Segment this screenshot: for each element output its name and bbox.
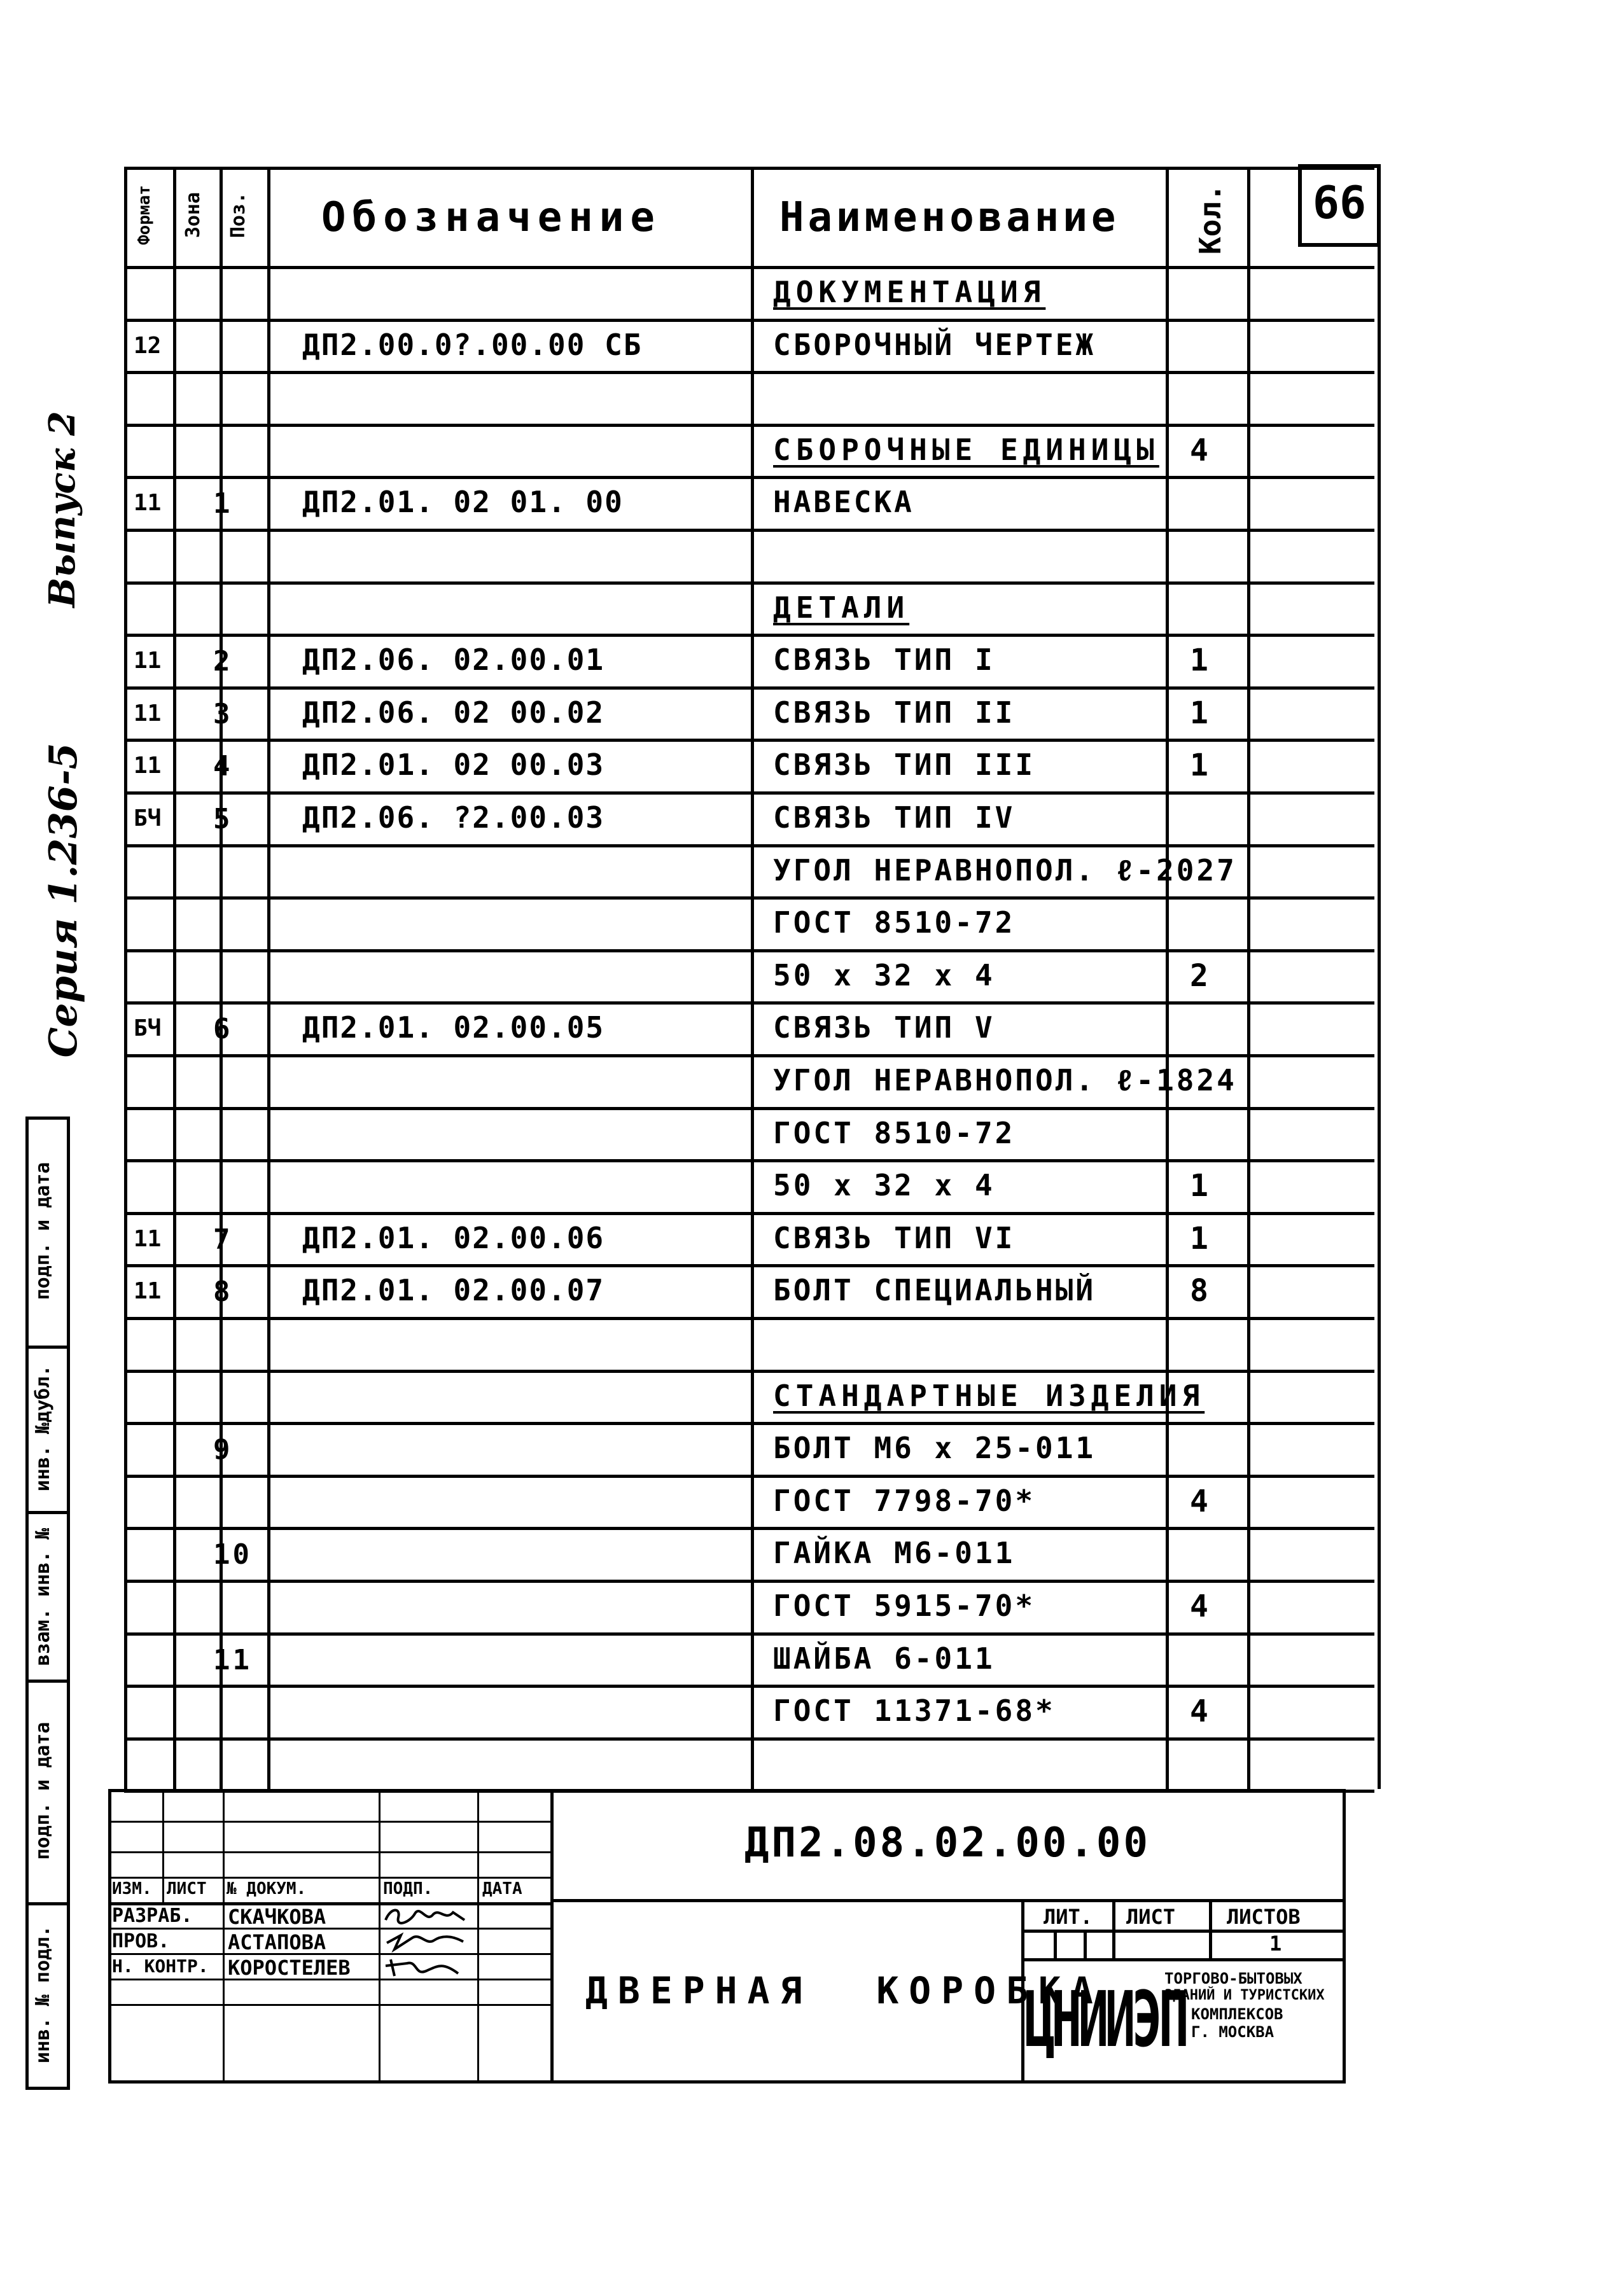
row-name: ГОСТ 11371-68* <box>773 1694 1056 1729</box>
tb-name-normcontrol: КОРОСТЕЛЕВ <box>228 1956 351 1980</box>
row-quantity: 4 <box>1190 432 1211 468</box>
row-name: СВЯЗЬ ТИП V <box>773 1010 995 1045</box>
row-quantity: 4 <box>1190 1483 1211 1519</box>
row-name: СВЯЗЬ ТИП VI <box>773 1220 1016 1255</box>
row-format: 11 <box>134 490 162 517</box>
row-name: ГАЙКА М6-011 <box>773 1536 1016 1571</box>
org-logo: ЦНИИЭП <box>1024 1975 1185 2064</box>
row-position: 9 <box>213 1433 233 1466</box>
header-name: Наименование <box>779 194 1120 241</box>
signature-developer <box>382 1903 474 1928</box>
row-name: СТАНДАРТНЫЕ ИЗДЕЛИЯ <box>773 1378 1205 1413</box>
tb-col-sign: ПОДП. <box>383 1879 433 1898</box>
row-designation: ДП2.06. ?2.00.03 <box>302 800 605 835</box>
signature-checker <box>382 1929 474 1953</box>
row-quantity: 8 <box>1190 1273 1211 1309</box>
row-designation: ДП2.06. 02 00.02 <box>302 695 605 730</box>
row-name: 50 x 32 x 4 <box>773 1168 995 1203</box>
tb-sheets-value: 1 <box>1269 1931 1282 1956</box>
tb-col-docnum: № ДОКУМ. <box>227 1879 307 1898</box>
row-name: ГОСТ 8510-72 <box>773 905 1016 940</box>
row-position: 3 <box>213 697 233 730</box>
row-position: 11 <box>213 1643 252 1676</box>
document-number: ДП2.08.02.00.00 <box>744 1819 1150 1867</box>
row-format: БЧ <box>134 1015 162 1042</box>
tb-name-developer: СКАЧКОВА <box>228 1905 326 1929</box>
row-quantity: 2 <box>1190 957 1211 994</box>
row-format: 11 <box>134 1225 162 1252</box>
row-name: ГОСТ 8510-72 <box>773 1115 1016 1150</box>
row-name: СВЯЗЬ ТИП I <box>773 643 995 678</box>
tb-col-date: ДАТА <box>482 1879 522 1898</box>
org-line-2: ЗДАНИЙ И ТУРИСТСКИХ <box>1164 1987 1325 2003</box>
org-line-4: Г. МОСКВА <box>1191 2023 1274 2041</box>
row-quantity: 4 <box>1190 1589 1211 1624</box>
row-format: 11 <box>134 753 162 779</box>
row-name: УГОЛ НЕРАВНОПОЛ. ℓ-1824 <box>773 1063 1237 1097</box>
row-name: 50 x 32 x 4 <box>773 957 995 992</box>
tb-role-checker: ПРОВ. <box>112 1930 170 1952</box>
row-position: 2 <box>213 645 233 678</box>
row-position: 4 <box>213 750 233 783</box>
row-quantity: 4 <box>1190 1694 1211 1730</box>
side-field-inv-orig: инв. № подл. <box>32 1925 54 2064</box>
row-name: БОЛТ СПЕЦИАЛЬНЫЙ <box>773 1273 1096 1308</box>
row-format: 12 <box>134 332 162 359</box>
sheet-number-box <box>1298 164 1381 247</box>
row-name: СВЯЗЬ ТИП III <box>773 748 1036 783</box>
row-name: ШАЙБА 6-011 <box>773 1641 995 1676</box>
row-quantity: 1 <box>1190 1168 1211 1204</box>
row-format: 11 <box>134 648 162 674</box>
row-format: БЧ <box>134 805 162 831</box>
tb-lit-label: ЛИТ. <box>1044 1905 1093 1929</box>
row-position: 6 <box>213 1013 233 1046</box>
tb-name-checker: АСТАПОВА <box>228 1930 326 1954</box>
row-quantity: 1 <box>1190 643 1211 679</box>
row-designation: ДП2.01. 02.00.07 <box>302 1273 605 1308</box>
tb-col-izm: ИЗМ. <box>112 1879 152 1898</box>
row-quantity: 1 <box>1190 1220 1211 1256</box>
row-name: ДЕТАЛИ <box>773 590 910 625</box>
row-position: 7 <box>213 1223 233 1256</box>
row-designation: ДП2.00.0?.00.00 СБ <box>302 327 643 362</box>
row-format: 11 <box>134 1278 162 1305</box>
row-position: 1 <box>213 487 233 520</box>
document-title: ДВЕРНАЯ КОРОБКА <box>585 1969 1103 2012</box>
issue-label: Выпуск 2 <box>41 411 83 608</box>
header-pos: Поз. <box>227 191 249 239</box>
row-name: ГОСТ 7798-70* <box>773 1483 1036 1518</box>
tb-role-developer: РАЗРАБ. <box>112 1905 193 1927</box>
header-designation: Обозначение <box>321 194 661 241</box>
row-designation: ДП2.06. 02.00.01 <box>302 643 605 678</box>
row-designation: ДП2.01. 02.00.05 <box>302 1010 605 1045</box>
row-designation: ДП2.01. 02 00.03 <box>302 748 605 783</box>
tb-col-list: ЛИСТ <box>167 1879 207 1898</box>
tb-sheets-label: ЛИСТОВ <box>1227 1905 1301 1929</box>
row-position: 10 <box>213 1538 252 1571</box>
row-position: 5 <box>213 803 233 835</box>
side-field-replace-inv: взам. инв. № <box>32 1527 54 1666</box>
sheet-number: 66 <box>1312 177 1367 229</box>
org-line-3: КОМПЛЕКСОВ <box>1191 2005 1283 2023</box>
row-name: СВЯЗЬ ТИП IV <box>773 800 1016 835</box>
tb-role-normcontrol: Н. КОНТР. <box>112 1956 209 1977</box>
row-name: УГОЛ НЕРАВНОПОЛ. ℓ-2027 <box>773 852 1237 887</box>
tb-sheet-label: ЛИСТ <box>1126 1905 1176 1929</box>
header-zone: Зона <box>182 191 204 239</box>
side-field-sign-date-2: подп. и дата <box>32 1722 54 1860</box>
row-name: БОЛТ М6 x 25-011 <box>773 1431 1096 1466</box>
row-designation: ДП2.01. 02 01. 00 <box>302 485 624 520</box>
row-quantity: 1 <box>1190 695 1211 731</box>
row-quantity: 1 <box>1190 748 1211 784</box>
row-designation: ДП2.01. 02.00.06 <box>302 1220 605 1255</box>
row-name: СБОРОЧНЫЙ ЧЕРТЕЖ <box>773 327 1096 362</box>
signature-normcontrol <box>382 1954 474 1979</box>
org-line-1: ТОРГОВО-БЫТОВЫХ <box>1164 1970 1302 1987</box>
row-name: ДОКУМЕНТАЦИЯ <box>773 275 1046 309</box>
row-format: 11 <box>134 700 162 727</box>
row-position: 8 <box>213 1276 233 1309</box>
row-name: НАВЕСКА <box>773 485 914 520</box>
series-label: Серия 1.236-5 <box>41 742 86 1058</box>
row-name: ГОСТ 5915-70* <box>773 1589 1036 1623</box>
side-field-sign-date: подп. и дата <box>32 1162 54 1300</box>
row-name: СБОРОЧНЫЕ ЕДИНИЦЫ <box>773 432 1159 467</box>
row-name: СВЯЗЬ ТИП II <box>773 695 1016 730</box>
header-qty: Кол. <box>1193 184 1227 254</box>
header-format: Формат <box>135 185 154 245</box>
side-field-inv-dup: инв. №дубл. <box>32 1365 54 1492</box>
